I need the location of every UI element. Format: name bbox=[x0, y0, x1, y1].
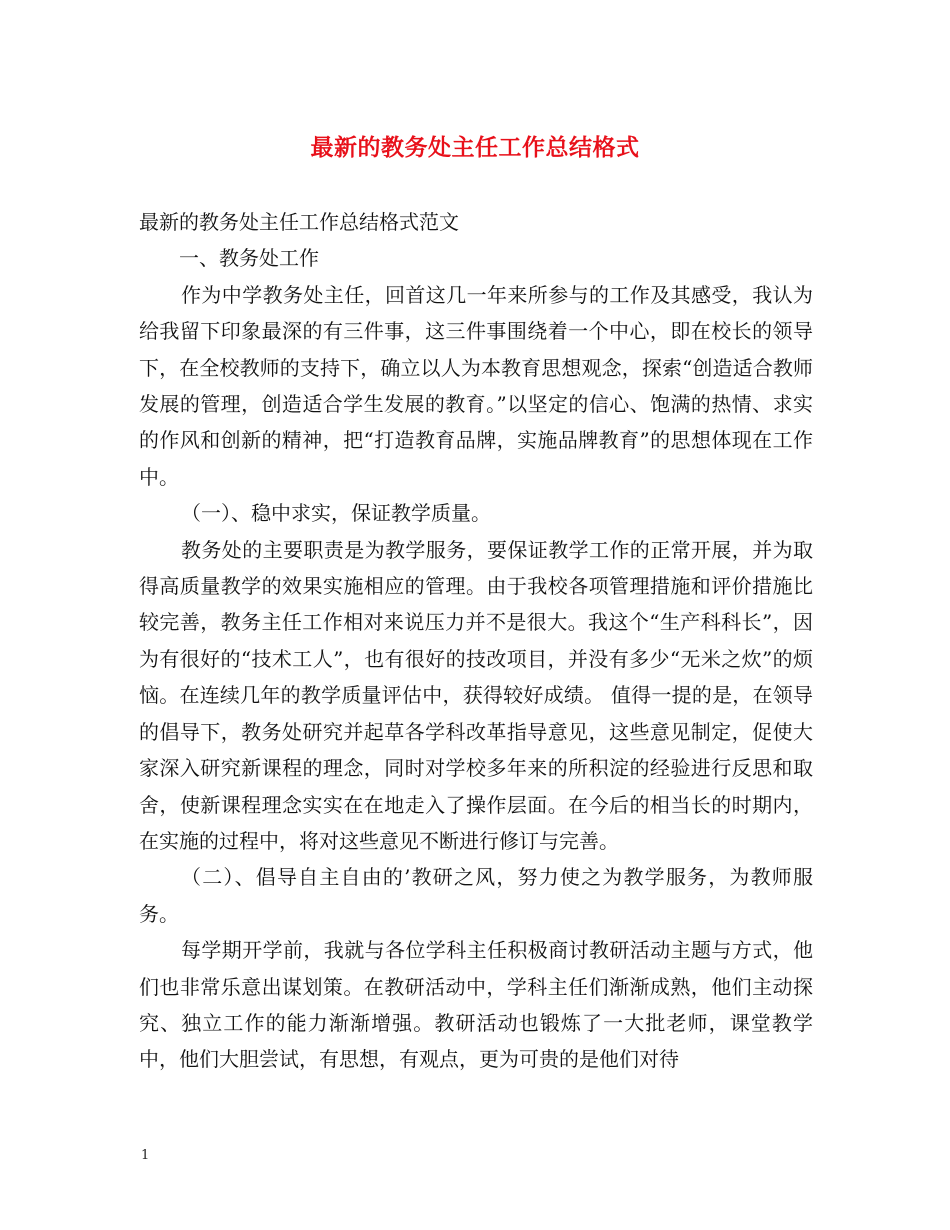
subsection-heading-1: （一）、稳中求实，保证教学质量。 bbox=[181, 501, 491, 526]
page-number: 1 bbox=[141, 1148, 150, 1163]
paragraph-subtitle: 最新的教务处主任工作总结格式范文 bbox=[139, 210, 459, 234]
section-heading-1: 一、教务处工作 bbox=[179, 246, 319, 271]
paragraph: 每学期开学前，我就与各位学科主任积极商讨教研活动主题与方式，他们也非常乐意出谋划策。在教研活动中，学科主任们渐渐成熟，他们主动探究、独立工作的能力渐渐增强。教研活动也锻炼了一大批老师，课堂教学中，他们大胆尝试，有思想，有观点，更为可贵的是他们对待 bbox=[139, 938, 813, 1072]
paragraph: 教务处的主要职责是为教学服务，要保证教学工作的正常开展，并为取得高质量教学的效果实施相应的管理。由于我校各项管理措施和评价措施比较完善，教务主任工作相对来说压力并不是很大。我这个“生产科科长”，因为有很好的“技术工人”，也有很好的技改项目，并没有多少“无米之炊”的烦恼。在连续几年的教学质量评估中，获得较好成绩。 值得一提的是，在领导的倡导下，教务处研究并起草各学科改革指导意见，这些意见制定，促使大家深入研究新课程的理念，同时对学校多年来的所积淀的经验进行反思和取舍，使新课程理念实实在在地走入了操作层面。在今后的相当长的时期内，在实施的过程中，将对这些意见不断进行修订与完善。 bbox=[139, 537, 813, 853]
document-title: 最新的教务处主任工作总结格式 bbox=[310, 134, 640, 161]
subsection-heading-2: （二）、倡导自主自由的’教研之风，努力使之为教学服务，为教师服务。 bbox=[139, 865, 813, 926]
paragraph: 作为中学教务处主任，回首这几一年来所参与的工作及其感受，我认为给我留下印象最深的有三件事，这三件事围绕着一个中心，即在校长的领导下，在全校教师的支持下，确立以人为本教育思想观念，探索“创造适合教师发展的管理，创造适合学生发展的教育。”以坚定的信心、饱满的热情、求实的作风和创新的精神，把“打造教育品牌，实施品牌教育”的思想体现在工作中。 bbox=[139, 282, 813, 489]
document-body bbox=[139, 204, 813, 1078]
